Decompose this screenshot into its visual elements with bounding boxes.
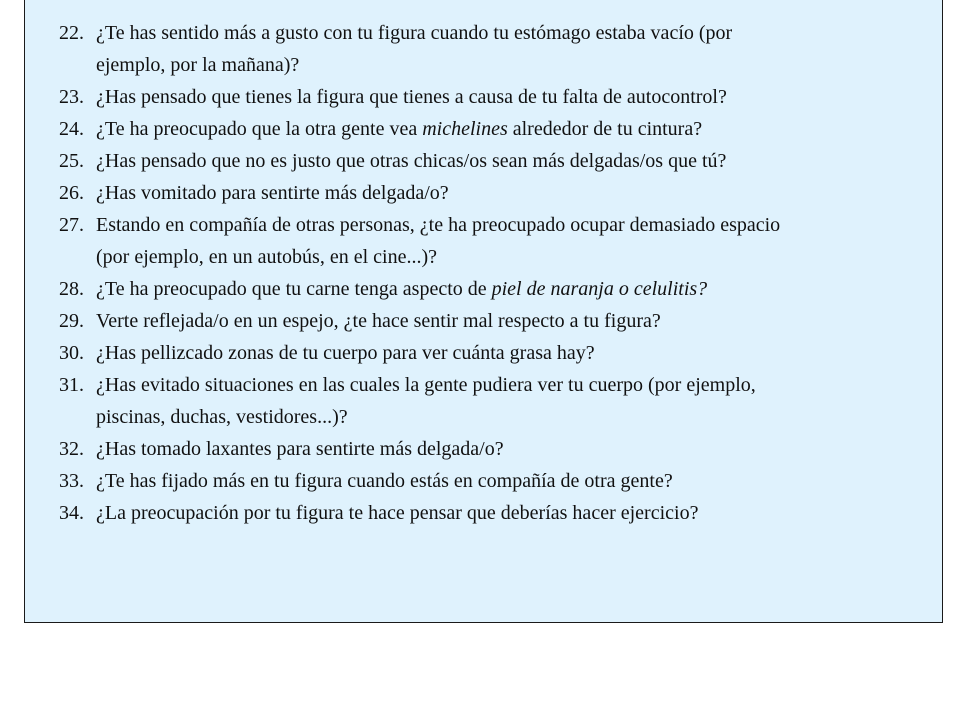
emphasized-term: michelines	[422, 118, 508, 140]
question-number: 28.	[59, 278, 84, 300]
question-text: alrededor de tu cintura?	[507, 118, 703, 140]
question-line	[59, 209, 780, 241]
question-item	[59, 433, 780, 465]
question-text: ¿Has tomado laxantes para sentirte más delgada/o?	[96, 438, 504, 460]
question-item	[59, 337, 780, 369]
question-line	[59, 337, 780, 369]
question-line	[59, 369, 780, 401]
question-item	[59, 177, 780, 209]
question-item	[59, 369, 780, 433]
question-number: 32.	[59, 438, 84, 460]
question-text: Estando en compañía de otras personas, ¿te ha preocupado ocupar demasiado espacio	[96, 214, 781, 236]
question-item	[59, 465, 780, 497]
question-text: ¿Has pensado que tienes la figura que tienes a causa de tu falta de autocontrol?	[96, 86, 727, 108]
question-number: 23.	[59, 86, 84, 108]
question-line	[59, 465, 780, 497]
question-item	[59, 305, 780, 337]
question-text: ¿Te has sentido más a gusto con tu figura cuando tu estómago estaba vacío (por	[96, 22, 733, 44]
question-number: 31.	[59, 374, 84, 396]
question-text: Verte reflejada/o en un espejo, ¿te hace sentir mal respecto a tu figura?	[96, 310, 661, 332]
question-line: piscinas, duchas, vestidores...)?	[96, 406, 348, 428]
question-item	[59, 273, 780, 305]
question-number: 27.	[59, 214, 84, 236]
question-number: 24.	[59, 118, 84, 140]
question-text: ¿Te has fijado más en tu figura cuando estás en compañía de otra gente?	[96, 470, 673, 492]
question-number: 22.	[59, 22, 84, 44]
question-line	[59, 305, 780, 337]
question-text: ¿Has evitado situaciones en las cuales la gente pudiera ver tu cuerpo (por ejemplo,	[96, 374, 756, 396]
question-item	[59, 145, 780, 177]
question-list	[59, 17, 780, 529]
question-text: ¿Te ha preocupado que la otra gente vea	[96, 118, 423, 140]
question-line	[59, 81, 780, 113]
question-text: ¿Has pensado que no es justo que otras chicas/os sean más delgadas/os que tú?	[96, 150, 727, 172]
question-line	[59, 497, 780, 529]
question-number: 26.	[59, 182, 84, 204]
question-number: 33.	[59, 470, 84, 492]
questionnaire-panel	[24, 0, 943, 623]
question-text: ¿Has pellizcado zonas de tu cuerpo para ver cuánta grasa hay?	[96, 342, 595, 364]
question-text: ¿Has vomitado para sentirte más delgada/o?	[96, 182, 449, 204]
question-item	[59, 497, 780, 529]
question-line	[59, 145, 780, 177]
question-number: 29.	[59, 310, 84, 332]
question-item	[59, 17, 780, 81]
question-item	[59, 113, 780, 145]
question-number: 34.	[59, 502, 84, 524]
question-item	[59, 209, 780, 273]
emphasized-term: piel de naranja o celulitis?	[491, 278, 708, 300]
question-line: ejemplo, por la mañana)?	[96, 54, 300, 76]
question-item	[59, 81, 780, 113]
question-line	[59, 113, 780, 145]
question-line	[59, 177, 780, 209]
question-line	[59, 433, 780, 465]
question-line	[59, 273, 780, 305]
question-text: ¿Te ha preocupado que tu carne tenga aspecto de	[96, 278, 492, 300]
question-line: (por ejemplo, en un autobús, en el cine...)?	[96, 246, 437, 268]
question-number: 25.	[59, 150, 84, 172]
question-text: ¿La preocupación por tu figura te hace pensar que deberías hacer ejercicio?	[96, 502, 699, 524]
question-line	[59, 17, 780, 49]
question-number: 30.	[59, 342, 84, 364]
